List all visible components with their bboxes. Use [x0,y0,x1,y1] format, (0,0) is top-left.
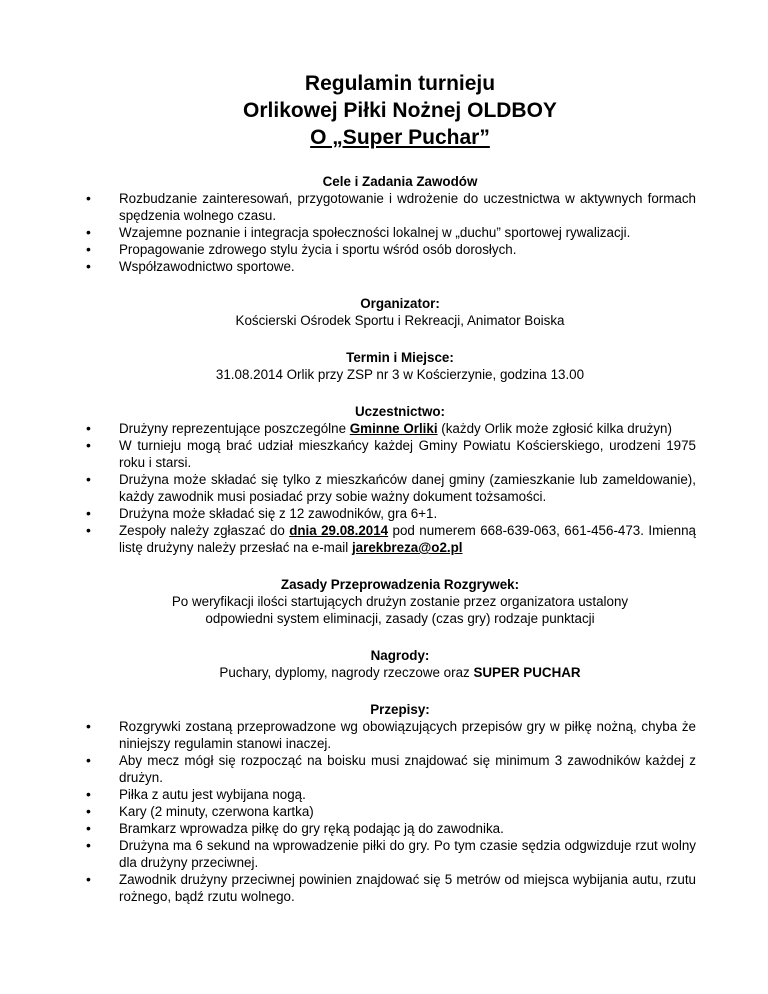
list-item: • Piłka z autu jest wybijana nogą. [86,786,696,803]
participants-section [104,403,696,420]
list-item: • W turnieju mogą brać udział mieszkańcy każdej Gminy Powiatu Kościerskiego, urodzeni 1975 roku i starsi. [86,437,696,471]
participants-heading: Uczestnictwo: [354,404,446,419]
prizes-heading: Nagrody: [370,648,430,663]
list-item [86,420,696,437]
rules-conduct-heading: Zasady Przeprowadzenia Rozgrywek: [280,577,520,592]
goals-section [104,173,696,190]
prizes-text-bold: SUPER PUCHAR [473,665,581,680]
list-item: • Zawodnik drużyny przeciwnej powinien znajdować się 5 metrów od miejsca wybijania autu, rzutu rożnego, bądź rzutu wolnego. [86,871,696,905]
rules-conduct-line-1: Po weryfikacji ilości startujących drużyn zostanie przez organizatora ustalony [171,594,629,609]
title-line-2: Orlikowej Piłki Nożnej OLDBOY [243,99,557,122]
list-item: • Drużyna ma 6 sekund na wprowadzenie piłki do gry. Po tym czasie sędzia odgwizduje rzut wolny dla drużyny przeciwnej. [86,837,696,871]
organizer-heading: Organizator: [360,296,440,311]
list-item: • Współzawodnictwo sportowe. [86,258,696,275]
email-link[interactable]: jarekbreza@o2.pl [351,540,463,555]
list-item: • Bramkarz wprowadza piłkę do gry ręką podając ją do zawodnika. [86,820,696,837]
prizes-text-pre: Puchary, dyplomy, nagrody rzeczowe oraz [219,665,474,680]
goals-list [86,190,696,275]
rules-conduct-line-2: odpowiedni system eliminacji, zasady (czas gry) rodzaje punktacji [205,611,595,626]
document-title [104,0,696,151]
list-item: • Wzajemne poznanie i integracja społeczności lokalnej w „duchu” sportowej rywalizacji. [86,224,696,241]
registration-deadline: dnia 29.08.2014 [289,523,389,538]
list-item: • Drużyna może składać się tylko z mieszkańców danej gminy (zamieszkanie lub zameldowanie), każdy zawodnik musi posiadać przy sobie ważny dokument tożsamości. [86,471,696,505]
prizes-text [104,664,696,681]
organizer-text: Kościerski Ośrodek Sportu i Rekreacji, Animator Boiska [235,313,565,328]
organizer-section [104,295,696,329]
participants-item5-pre: Zespoły należy zgłaszać do [119,523,290,538]
goals-heading: Cele i Zadania Zawodów [322,174,478,189]
participants-item1-pre: Drużyny reprezentujące poszczególne [119,421,350,436]
participants-list [86,420,696,556]
prizes-section [104,647,696,681]
list-item: • Aby mecz mógł się rozpocząć na boisku musi znajdować się minimum 3 zawodników każdej z drużyn. [86,752,696,786]
list-item: • Rozgrywki zostaną przeprowadzone wg obowiązujących przepisów gry w piłkę nożną, chyba że niniejszy regulamin stanowi inaczej. [86,718,696,752]
when-where-heading: Termin i Miejsce: [346,350,454,365]
title-line-3: O „Super Puchar” [310,126,490,149]
list-item [86,522,696,556]
participants-item1-bold: Gminne Orliki [349,421,438,436]
regulations-section [104,701,696,718]
when-where-text: 31.08.2014 Orlik przy ZSP nr 3 w Kościerzynie, godzina 13.00 [215,367,585,382]
title-line-1: Regulamin turnieju [304,72,496,95]
when-where-section [104,349,696,383]
participants-item5-mid: pod numerem 668-639-063, 661-456-473. Imienną listę drużyny należy przesłać na e-mail [119,523,697,555]
list-item: • Propagowanie zdrowego stylu życia i sportu wśród osób dorosłych. [86,241,696,258]
regulations-list [86,718,696,905]
list-item: • Kary (2 minuty, czerwona kartka) [86,803,696,820]
participants-item1-post: (każdy Orlik może zgłosić kilka drużyn) [437,421,672,436]
rules-conduct-section [104,576,696,627]
list-item: • Drużyna może składać się z 12 zawodników, gra 6+1. [86,505,696,522]
list-item: • Rozbudzanie zainteresowań, przygotowanie i wdrożenie do uczestnictwa w aktywnych formach spędzenia wolnego czasu. [86,190,696,224]
regulations-heading: Przepisy: [370,702,430,717]
